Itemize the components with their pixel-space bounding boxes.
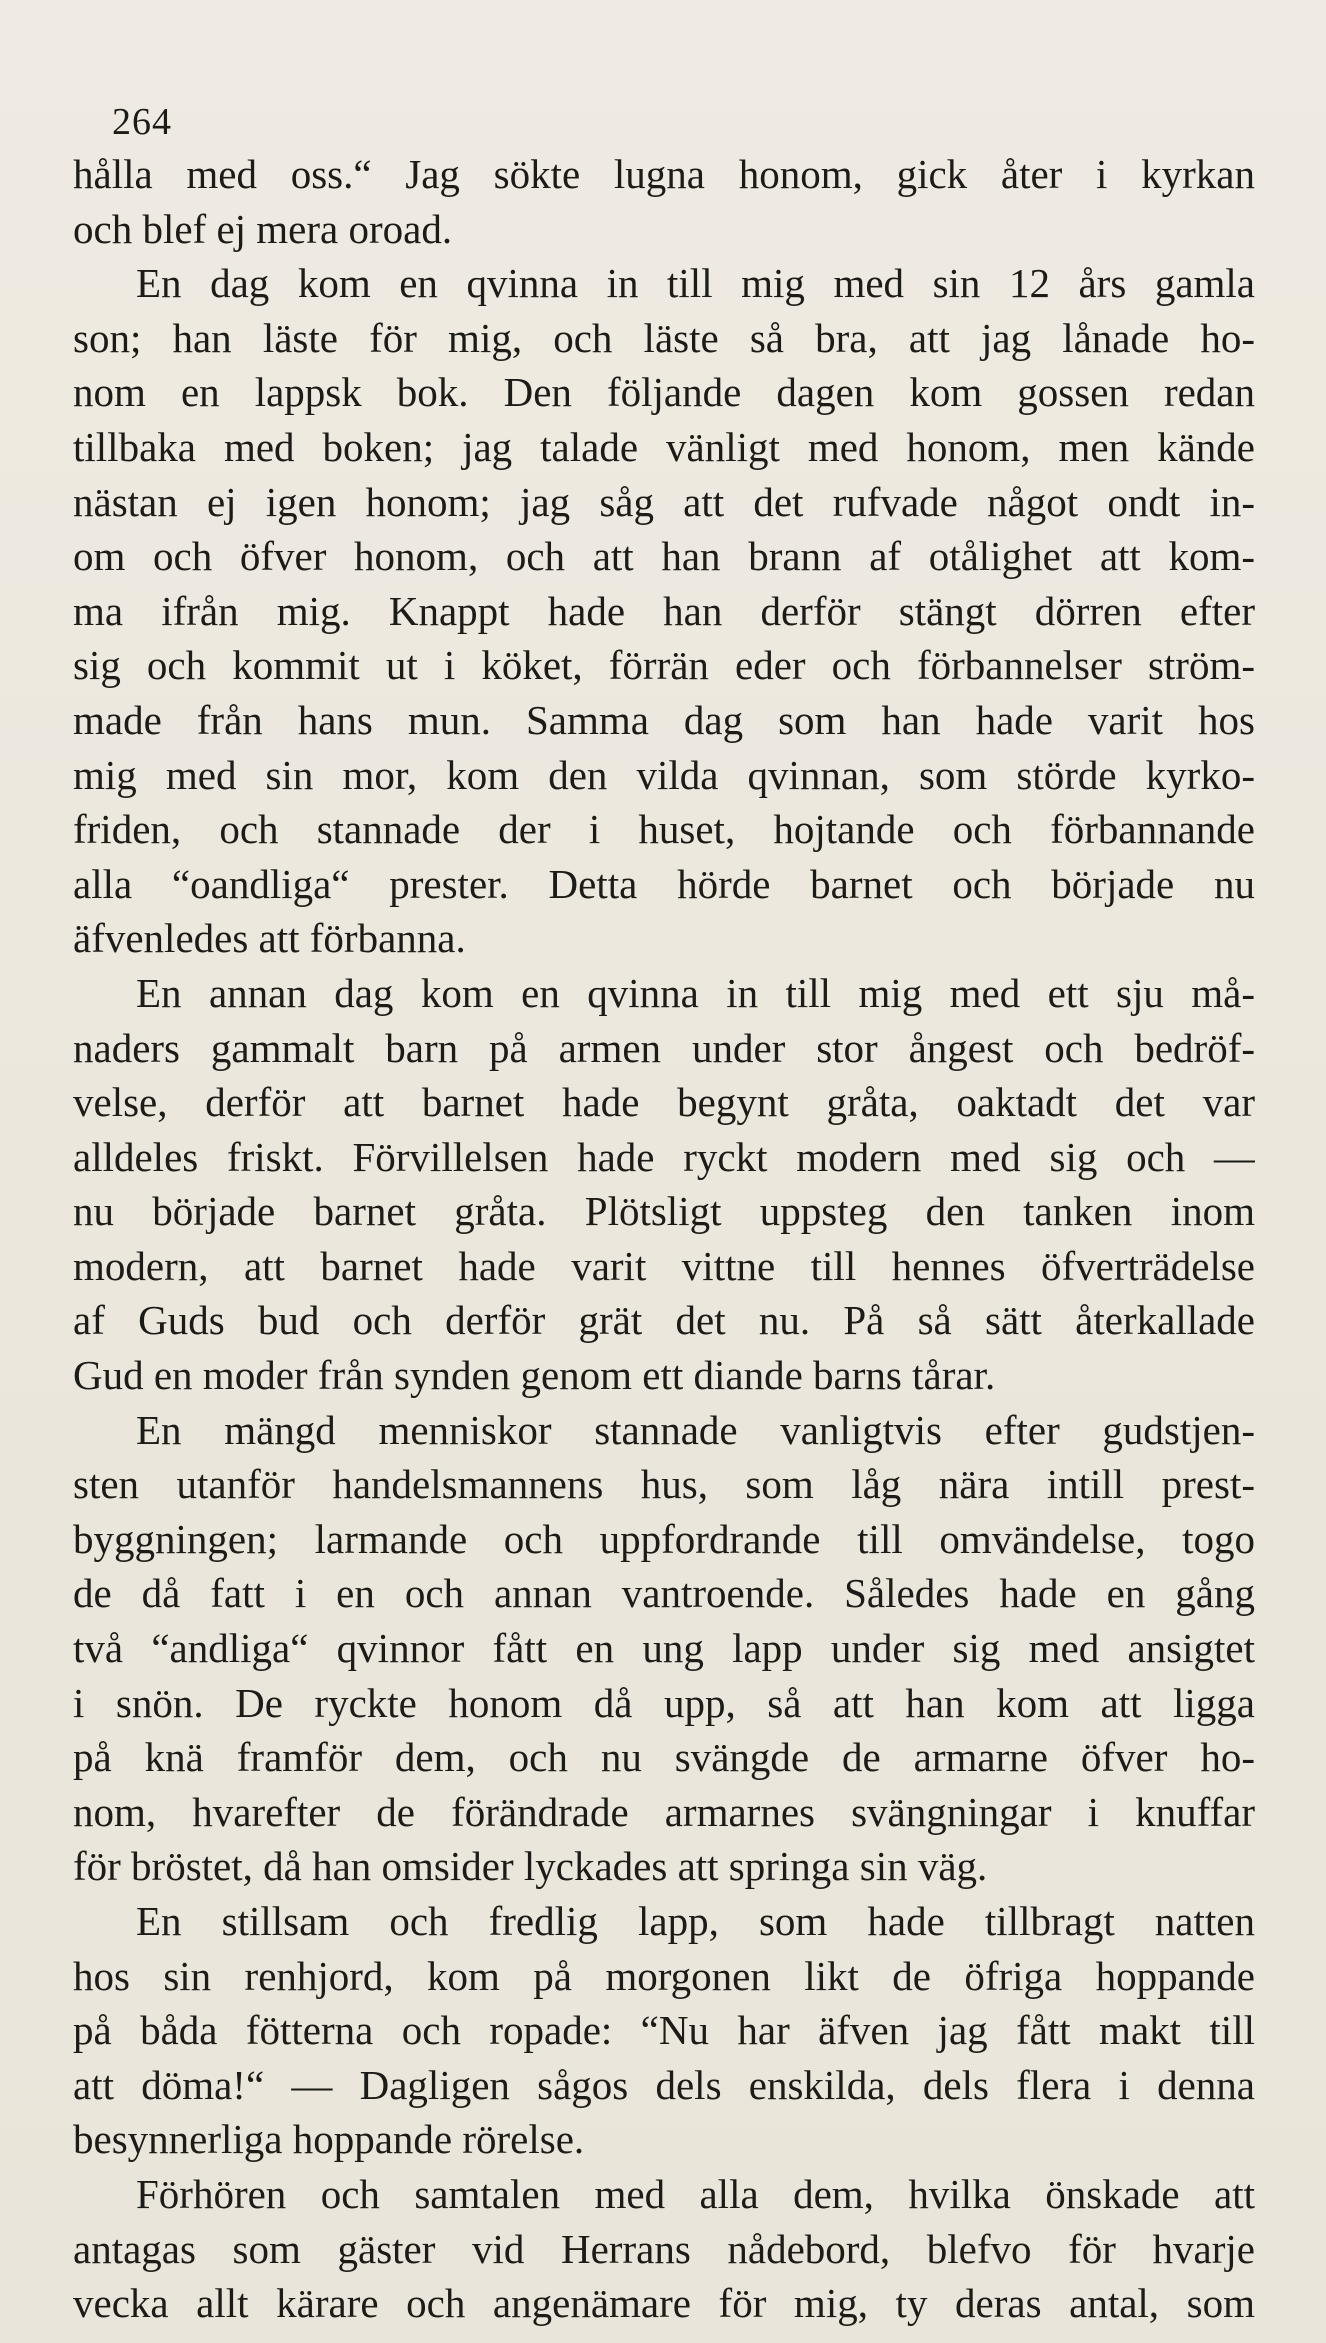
text-line: äfvenledes att förbanna. xyxy=(73,915,466,962)
text-line: En stillsam och fredlig lapp, som hade tillbragt natten xyxy=(136,1898,1255,1944)
text-line: och blef ej mera oroad. xyxy=(73,205,453,252)
text-line: nom, hvarefter de förändrade armarnes svängningar i knuffar xyxy=(73,1788,1255,1835)
text-line: af Guds bud och derför grät det nu. På så sätt återkallade xyxy=(73,1297,1255,1344)
text-line: made från hans mun. Samma dag som han hade varit hos xyxy=(73,696,1255,743)
body-text xyxy=(73,147,1255,2331)
text-line: de då fatt i en och annan vantroende. Således hade en gång xyxy=(73,1570,1255,1617)
text-line: hålla med oss.“ Jag sökte lugna honom, gick åter i kyrkan xyxy=(73,151,1255,197)
text-line: Förhören och samtalen med alla dem, hvilka önskade att xyxy=(136,2170,1255,2217)
text-line: i snön. De ryckte honom då upp, så att han kom att ligga xyxy=(73,1679,1255,1726)
text-line: byggningen; larmande och uppfordrande till omvändelse, togo xyxy=(73,1515,1255,1562)
text-line: alldeles friskt. Förvillelsen hade ryckt modern med sig och — xyxy=(73,1133,1255,1180)
text-line: En annan dag kom en qvinna in till mig med ett sju må- xyxy=(136,969,1255,1016)
text-line: velse, derför att barnet hade begynt gråta, oaktadt det var xyxy=(73,1079,1255,1126)
page-number: 264 xyxy=(112,101,172,143)
text-line: alla “oandliga“ prester. Detta hörde barnet och började nu xyxy=(73,860,1255,907)
text-line: sig och kommit ut i köket, förrän eder och förbannelser ström- xyxy=(73,642,1255,689)
text-line: för bröstet, då han omsider lyckades att springa sin väg. xyxy=(73,1843,988,1890)
text-line: naders gammalt barn på armen under stor ångest och bedröf- xyxy=(73,1024,1255,1071)
text-line: son; han läste för mig, och läste så bra, att jag lånade ho- xyxy=(73,314,1255,361)
text-line: att döma!“ — Dagligen sågos dels enskilda, dels flera i denna xyxy=(73,2061,1255,2108)
text-line: om och öfver honom, och att han brann af otålighet att kom- xyxy=(73,533,1255,580)
text-line: nu började barnet gråta. Plötsligt uppsteg den tanken inom xyxy=(73,1188,1255,1235)
text-line: En dag kom en qvinna in till mig med sin 12 års gamla xyxy=(136,260,1255,307)
text-line: tillbaka med boken; jag talade vänligt med honom, men kände xyxy=(73,423,1255,470)
text-line: nom en lappsk bok. Den följande dagen kom gossen redan xyxy=(73,369,1255,416)
text-line: på knä framför dem, och nu svängde de armarne öfver ho- xyxy=(73,1734,1255,1781)
text-line: besynnerliga hoppande rörelse. xyxy=(73,2116,585,2163)
text-line: nästan ej igen honom; jag såg att det rufvade något ondt in- xyxy=(73,478,1255,525)
text-line: modern, att barnet hade varit vittne till hennes öfverträdelse xyxy=(73,1242,1255,1289)
text-line: på båda fötterna och ropade: “Nu har äfven jag fått makt till xyxy=(73,2007,1255,2054)
text-line: friden, och stannade der i huset, hojtande och förbannande xyxy=(73,806,1255,853)
text-line: hos sin renhjord, kom på morgonen likt de öfriga hoppande xyxy=(73,1952,1255,1999)
text-line: vecka allt kärare och angenämare för mig, ty deras antal, som xyxy=(73,2280,1255,2327)
text-line: mig med sin mor, kom den vilda qvinnan, som störde kyrko- xyxy=(73,751,1255,798)
text-line: sten utanför handelsmannens hus, som låg nära intill prest- xyxy=(73,1461,1255,1508)
text-line: En mängd menniskor stannade vanligtvis efter gudstjen- xyxy=(136,1406,1255,1453)
text-line: två “andliga“ qvinnor fått en ung lapp under sig med ansigtet xyxy=(73,1625,1255,1672)
text-line: Gud en moder från synden genom ett diande barns tårar. xyxy=(73,1352,996,1399)
text-line: antagas som gäster vid Herrans nådebord, blefvo för hvarje xyxy=(73,2225,1255,2272)
text-line: ma ifrån mig. Knappt hade han derför stängt dörren efter xyxy=(73,587,1255,634)
